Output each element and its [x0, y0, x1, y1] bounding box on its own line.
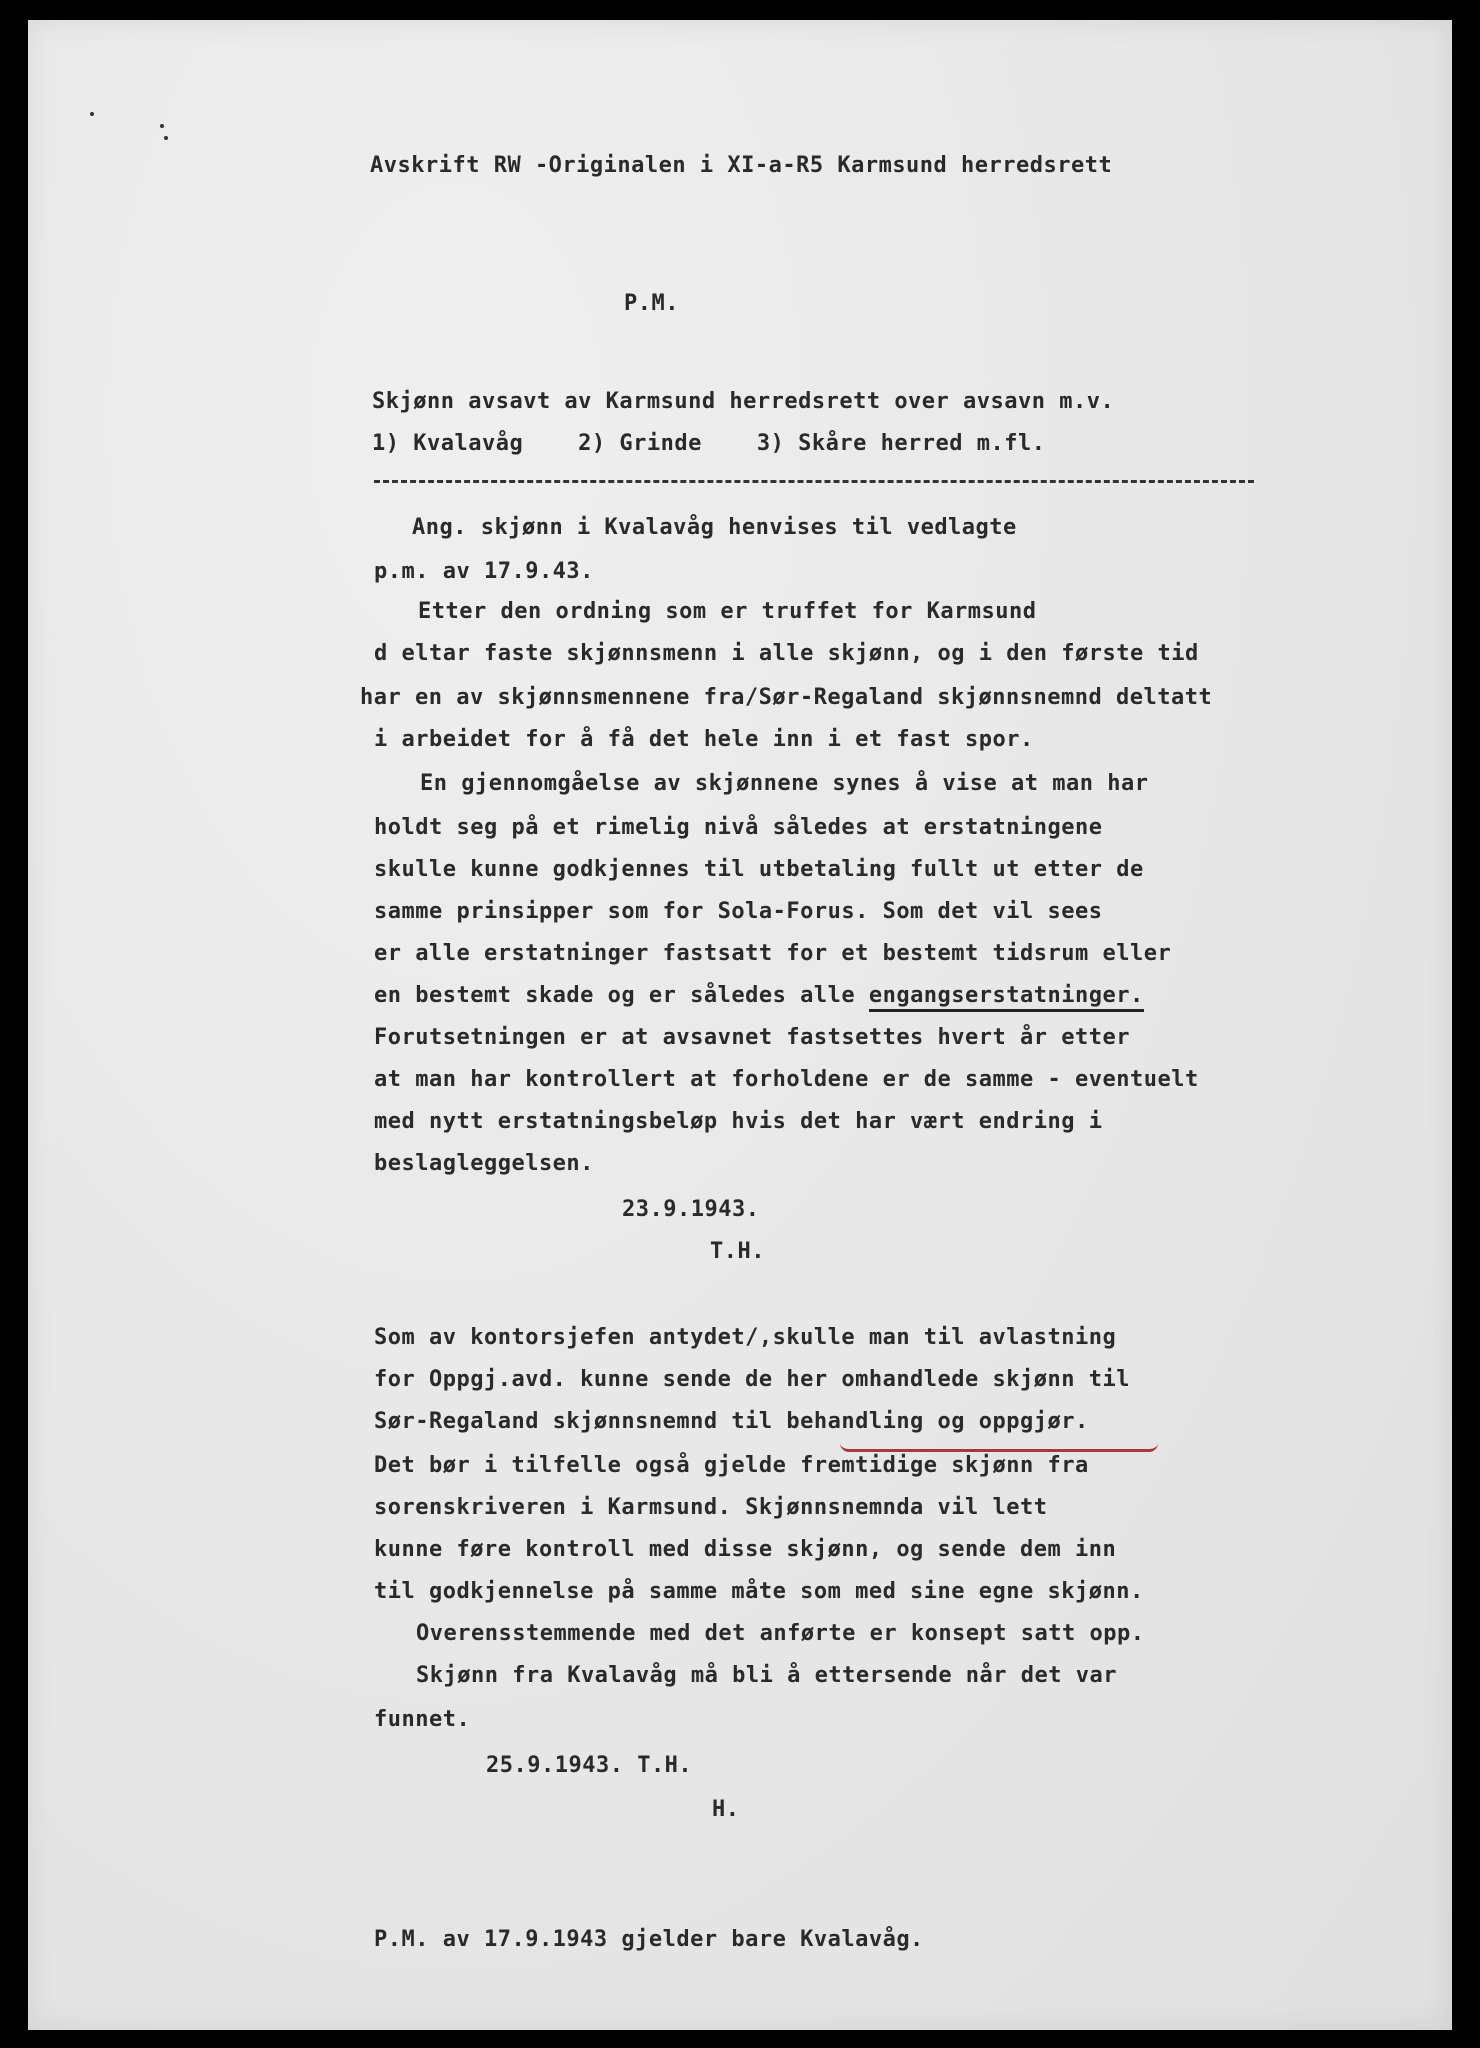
- document-header: Avskrift RW -Originalen i XI-a-R5 Karmsund herredsrett: [370, 153, 1113, 178]
- red-pen-underline: [840, 1443, 1158, 1452]
- pm-heading: P.M.: [624, 291, 679, 316]
- signature-2-initial: H.: [712, 1797, 740, 1822]
- body2-line: funnet.: [374, 1707, 471, 1732]
- body2-line: sorenskriveren i Karmsund. Skjønnsnemnda vil lett: [374, 1495, 1048, 1520]
- body-line: holdt seg på et rimelig nivå således at erstatningene: [374, 815, 1103, 840]
- body-line: En gjennomgåelse av skjønnene synes å vise at man har: [420, 771, 1149, 796]
- body2-line: til godkjennelse på samme måte som med sine egne skjønn.: [374, 1579, 1144, 1604]
- body-line-text: en bestemt skade og er således alle: [374, 983, 869, 1008]
- footer-note: P.M. av 17.9.1943 gjelder bare Kvalavåg.: [374, 1927, 924, 1952]
- body-line: p.m. av 17.9.43.: [374, 559, 594, 584]
- punch-mark: [90, 112, 94, 116]
- body2-line: Som av kontorsjefen antydet/,skulle man til avlastning: [374, 1325, 1117, 1350]
- punch-mark: [164, 136, 168, 140]
- underlined-word: engangserstatninger.: [869, 983, 1144, 1012]
- body-line: er alle erstatninger fastsatt for et bestemt tidsrum eller: [374, 941, 1172, 966]
- body-line: samme prinsipper som for Sola-Forus. Som det vil sees: [374, 899, 1103, 924]
- body-line: i arbeidet for å få det hele inn i et fast spor.: [374, 727, 1034, 752]
- body-line: Etter den ordning som er truffet for Karmsund: [418, 599, 1037, 624]
- body2-line: for Oppgj.avd. kunne sende de her omhandlede skjønn til: [374, 1367, 1130, 1392]
- subject-line-2: 1) Kvalavåg 2) Grinde 3) Skåre herred m.fl.: [372, 431, 1046, 456]
- body-line: har en av skjønnsmennene fra/Sør-Regaland skjønnsnemnd deltatt: [360, 685, 1213, 710]
- body-line: Ang. skjønn i Kvalavåg henvises til vedlagte: [412, 515, 1017, 540]
- body-line: med nytt erstatningsbeløp hvis det har vært endring i: [374, 1109, 1103, 1134]
- signature-2: 25.9.1943. T.H.: [486, 1753, 693, 1778]
- body-line: [374, 982, 1144, 1010]
- body-line: Forutsetningen er at avsavnet fastsettes hvert år etter: [374, 1025, 1130, 1050]
- body-line: skulle kunne godkjennes til utbetaling fullt ut etter de: [374, 857, 1144, 882]
- body-line: beslagleggelsen.: [374, 1151, 594, 1176]
- body2-line: Overensstemmende med det anførte er konsept satt opp.: [416, 1621, 1145, 1646]
- body2-line: Sør-Regaland skjønnsnemnd til behandling og oppgjør.: [374, 1409, 1089, 1434]
- body2-line: Det bør i tilfelle også gjelde fremtidige skjønn fra: [374, 1453, 1089, 1478]
- body-line: d eltar faste skjønnsmenn i alle skjønn, og i den første tid: [374, 641, 1199, 666]
- dashed-separator: [374, 480, 1254, 483]
- body2-line: Skjønn fra Kvalavåg må bli å ettersende når det var: [416, 1663, 1118, 1688]
- body-line: at man har kontrollert at forholdene er de samme - eventuelt: [374, 1067, 1199, 1092]
- punch-mark: [160, 124, 164, 128]
- subject-line-1: Skjønn avsavt av Karmsund herredsrett over avsavn m.v.: [372, 389, 1115, 414]
- signature-initials: T.H.: [710, 1239, 765, 1264]
- body2-line: kunne føre kontroll med disse skjønn, og sende dem inn: [374, 1537, 1117, 1562]
- signature-date: 23.9.1943.: [622, 1197, 760, 1222]
